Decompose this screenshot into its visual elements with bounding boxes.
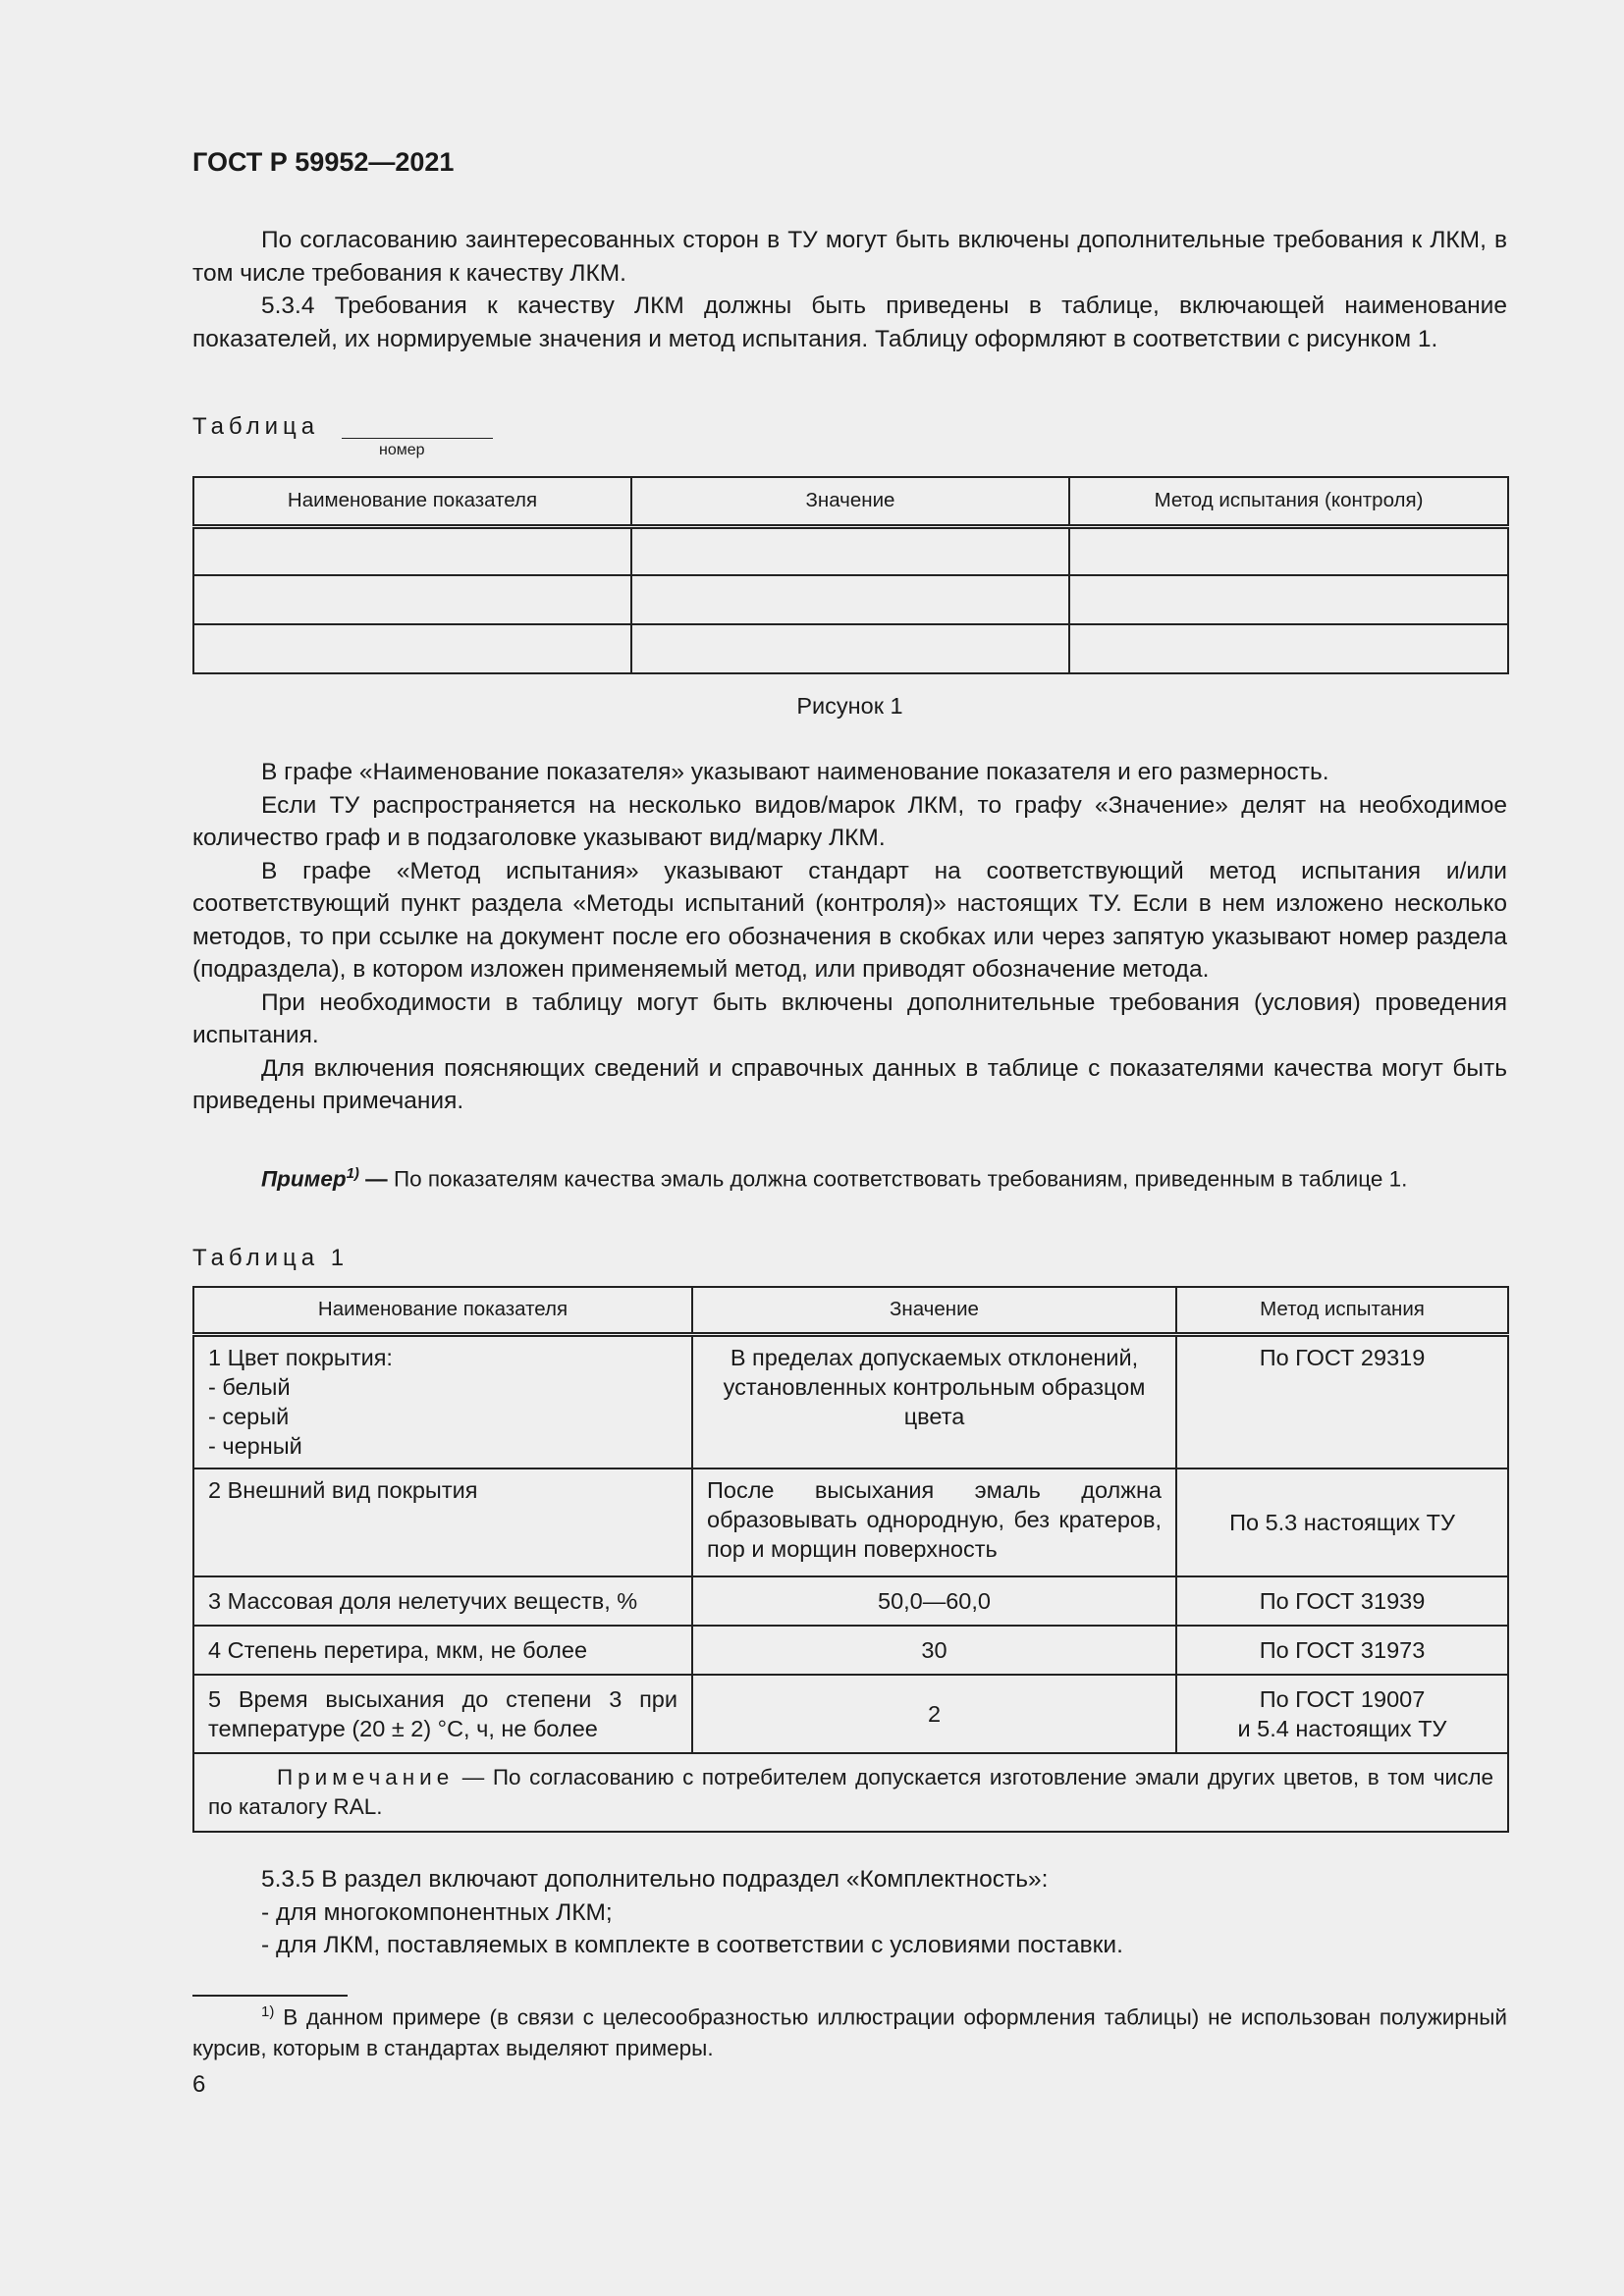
table-note-cell xyxy=(193,1753,1508,1832)
row2-name-cell: 2 Внешний вид покрытия xyxy=(193,1468,692,1576)
footnote xyxy=(192,1997,1507,2063)
page-number: 6 xyxy=(192,2071,206,2098)
row1-method-cell: По ГОСТ 29319 xyxy=(1176,1334,1508,1468)
row3-name-cell: 3 Массовая доля нелетучих веществ, % xyxy=(193,1576,692,1626)
quality-table xyxy=(192,1286,1509,1833)
footnote-marker: 1) xyxy=(261,2003,275,2020)
section-535-paragraph: 5.3.5 В раздел включают дополнительно подраздел «Комплектность»: xyxy=(261,1866,1049,1893)
template-empty-row xyxy=(193,624,1508,673)
row5-name-cell: 5 Время высыхания до степени 3 при температуре (20 ± 2) °С, ч, не более xyxy=(193,1675,692,1753)
intro-block xyxy=(192,224,1507,355)
table-row xyxy=(193,1675,1508,1753)
table-number-caption: номер xyxy=(379,442,425,458)
template-cell xyxy=(631,575,1069,624)
table-note-row xyxy=(193,1753,1508,1832)
example-text: По показателям качества эмаль должна соответствовать требованиям, приведенным в таблице 1. xyxy=(387,1166,1408,1192)
template-table xyxy=(192,476,1509,674)
row5-method-cell xyxy=(1176,1675,1508,1753)
template-empty-row xyxy=(193,526,1508,575)
table-row xyxy=(193,1576,1508,1626)
template-cell xyxy=(1069,526,1508,575)
row2-method-cell: По 5.3 настоящих ТУ xyxy=(1176,1468,1508,1576)
document-standard-id: ГОСТ Р 59952—2021 xyxy=(192,147,455,177)
figure-caption: Рисунок 1 xyxy=(796,693,903,719)
table-number-line xyxy=(342,438,493,439)
table-note-text: — По согласованию с потребителем допускается изготовление эмали других цветов, в том числе по каталогу RAL. xyxy=(208,1765,1493,1819)
template-cell xyxy=(1069,624,1508,673)
template-cell xyxy=(631,526,1069,575)
row5-method-line: По ГОСТ 19007 xyxy=(1259,1686,1426,1712)
row5-method-line: и 5.4 настоящих ТУ xyxy=(1237,1716,1447,1741)
example-dash: — xyxy=(358,1166,388,1192)
template-col-name-header: Наименование показателя xyxy=(193,477,631,526)
example-footnote-ref: 1) xyxy=(346,1165,359,1182)
row4-method-cell: По ГОСТ 31973 xyxy=(1176,1626,1508,1675)
table-row xyxy=(193,1468,1508,1576)
quality-table-header-row xyxy=(193,1287,1508,1334)
template-table-label: Таблица xyxy=(192,413,320,440)
example-block xyxy=(192,1158,1507,1195)
example-paragraph xyxy=(192,1158,1507,1195)
row3-value-cell: 50,0—60,0 xyxy=(692,1576,1176,1626)
example-lead: Пример xyxy=(261,1166,347,1192)
row5-value-cell: 2 xyxy=(692,1675,1176,1753)
template-empty-row xyxy=(193,575,1508,624)
intro-paragraph-1: По согласованию заинтересованных сторон в ТУ могут быть включены дополнительные требования к ЛКМ, в том числе требования к качеству ЛКМ. xyxy=(192,227,1507,287)
section-535-list-item: - для многокомпонентных ЛКМ; xyxy=(261,1898,613,1926)
row1-name-line: 1 Цвет покрытия: xyxy=(208,1344,393,1370)
body-paragraph-1: В графе «Наименование показателя» указывают наименование показателя и его размерность. xyxy=(261,759,1329,785)
row1-value-cell: В пределах допускаемых отклонений, установленных контрольным образцом цвета xyxy=(692,1334,1176,1468)
body-block xyxy=(192,756,1507,1118)
template-cell xyxy=(193,526,631,575)
table1-label: Таблица 1 xyxy=(192,1245,350,1271)
row4-value-cell: 30 xyxy=(692,1626,1176,1675)
table-row xyxy=(193,1626,1508,1675)
row3-method-cell: По ГОСТ 31939 xyxy=(1176,1576,1508,1626)
template-cell xyxy=(193,575,631,624)
template-table-header-row xyxy=(193,477,1508,526)
body-paragraph-4: При необходимости в таблицу могут быть включены дополнительные требования (условия) проведения испытания. xyxy=(192,988,1507,1048)
row1-name-line: - черный xyxy=(208,1432,302,1459)
table-note-label: Примечание xyxy=(277,1765,455,1789)
row1-name-line: - серый xyxy=(208,1403,290,1429)
intro-paragraph-2: 5.3.4 Требования к качеству ЛКМ должны быть приведены в таблице, включающей наименование показателей, их нормируемые значения и метод испытания. Таблицу оформляют в соответствии с рисунком 1. xyxy=(192,293,1507,352)
template-cell xyxy=(1069,575,1508,624)
body-paragraph-5: Для включения поясняющих сведений и справочных данных в таблице с показателями качества могут быть приведены примечания. xyxy=(192,1054,1507,1114)
template-col-value-header: Значение xyxy=(631,477,1069,526)
row2-value-cell: После высыхания эмаль должна образовывать однородную, без кратеров, пор и морщин поверхность xyxy=(692,1468,1176,1576)
template-cell xyxy=(631,624,1069,673)
section-535-list-item: - для ЛКМ, поставляемых в комплекте в соответствии с условиями поставки. xyxy=(261,1932,1123,1958)
template-col-method-header: Метод испытания (контроля) xyxy=(1069,477,1508,526)
body-paragraph-3: В графе «Метод испытания» указывают стандарт на соответствующий метод испытания и/или соответствующий пункт раздела «Методы испытаний (контроля)» настоящих ТУ. Если в нем изложено несколько методов, то при ссылке на документ после его обозначения в скобках или через запятую указывают номер раздела (подраздела), в котором изложен применяемый метод, или приводят обозначение метода. xyxy=(192,857,1507,983)
section-535-block xyxy=(192,1863,1507,1962)
body-paragraph-2: Если ТУ распространяется на несколько видов/марок ЛКМ, то графу «Значение» делят на необходимое количество граф и в подзаголовке указывают вид/марку ЛКМ. xyxy=(192,791,1507,851)
row4-name-cell: 4 Степень перетира, мкм, не более xyxy=(193,1626,692,1675)
col-value-header: Значение xyxy=(692,1287,1176,1334)
row1-name-cell xyxy=(193,1334,692,1468)
template-cell xyxy=(193,624,631,673)
footnote-text: В данном примере (в связи с целесообразностью иллюстрации оформления таблицы) не использован полужирный курсив, которым в стандартах выделяют примеры. xyxy=(192,2004,1507,2060)
col-method-header: Метод испытания xyxy=(1176,1287,1508,1334)
table-row xyxy=(193,1334,1508,1468)
row1-name-line: - белый xyxy=(208,1373,291,1400)
col-name-header: Наименование показателя xyxy=(193,1287,692,1334)
